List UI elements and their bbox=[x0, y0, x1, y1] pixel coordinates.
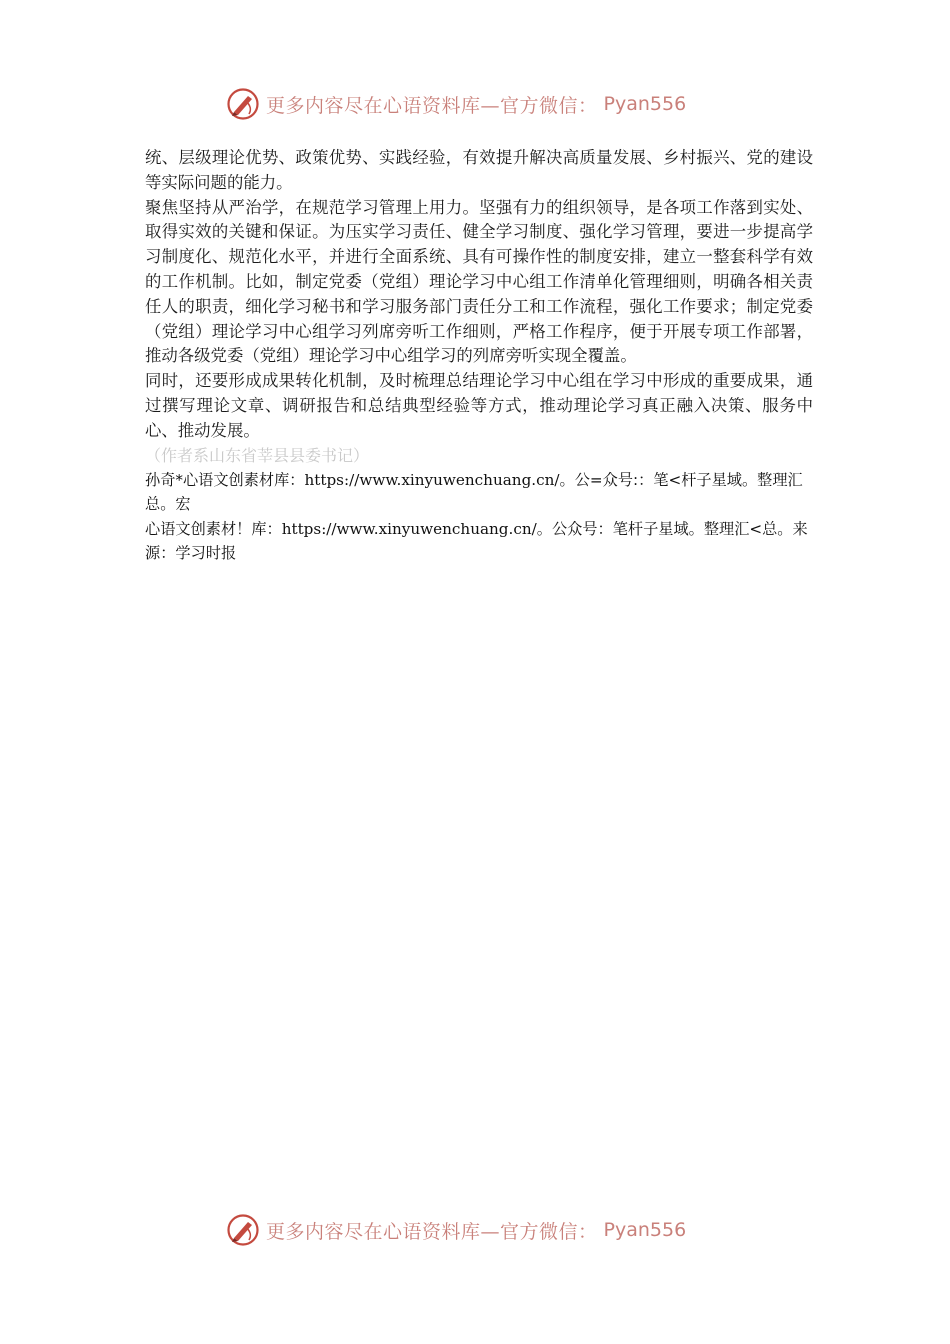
source-note-1-url[interactable]: https://www.xinyuwenchuang.cn/ bbox=[304, 470, 560, 489]
source-note-2-url[interactable]: https://www.xinyuwenchuang.cn/ bbox=[281, 519, 537, 538]
source-note-1 bbox=[145, 468, 813, 517]
source-note-2-prefix: 心语文创素材！库： bbox=[145, 519, 282, 538]
header-banner-text: 更多内容尽在心语资料库—官方微信： bbox=[266, 94, 598, 117]
paragraph-2: 聚焦坚持从严治学，在规范学习管理上用力。坚强有力的组织领导，是各项工作落到实处、取得实效的关键和保证。为压实学习责任、健全学习制度、强化学习管理，要进一步提高学习制度化、规范化水平，并进行全面系统、具有可操作性的制度安排，建立一整套科学有效的工作机制。比如，制定党委（党组）理论学习中心组工作清单化管理细则，明确各相关责任人的职责，细化学习秘书和学习服务部门责任分工和工作流程，强化工作要求；制定党委（党组）理论学习中心组学习列席旁听工作细则，严格工作程序，便于开展专项工作部署，推动各级党委（党组）理论学习中心组学习的列席旁听实现全覆盖。 bbox=[145, 197, 813, 366]
source-note-1-prefix: 孙奇*心语文创素材库： bbox=[145, 470, 305, 489]
source-note-2-suffix: 。公众号：笔杆子星域。整理汇<总。来源：学习时报 bbox=[145, 519, 808, 563]
pen-logo-icon bbox=[226, 1213, 260, 1247]
paragraph-3: 同时，还要形成成果转化机制，及时梳理总结理论学习中心组在学习中形成的重要成果，通过撰写理论文章、调研报告和总结典型经验等方式，推动理论学习真正融入决策、服务中心、推动发展。 bbox=[145, 371, 813, 440]
footer-wechat-id: Pyan556 bbox=[603, 1219, 687, 1241]
source-note-1-suffix: 。公=众号:：笔<杆子星域。整理汇总。宏 bbox=[145, 470, 803, 514]
paragraph-1: 统、层级理论优势、政策优势、实践经验，有效提升解决高质量发展、乡村振兴、党的建设等实际问题的能力。 bbox=[145, 148, 813, 192]
header-banner bbox=[226, 84, 686, 124]
author-note: （作者系山东省莘县县委书记） bbox=[145, 445, 370, 465]
header-wechat-id: Pyan556 bbox=[603, 93, 687, 115]
source-note-2 bbox=[145, 517, 813, 566]
article-body bbox=[145, 146, 813, 566]
footer-banner bbox=[226, 1210, 686, 1250]
footer-banner-text: 更多内容尽在心语资料库—官方微信： bbox=[266, 1220, 598, 1243]
pen-logo-icon bbox=[226, 87, 260, 121]
